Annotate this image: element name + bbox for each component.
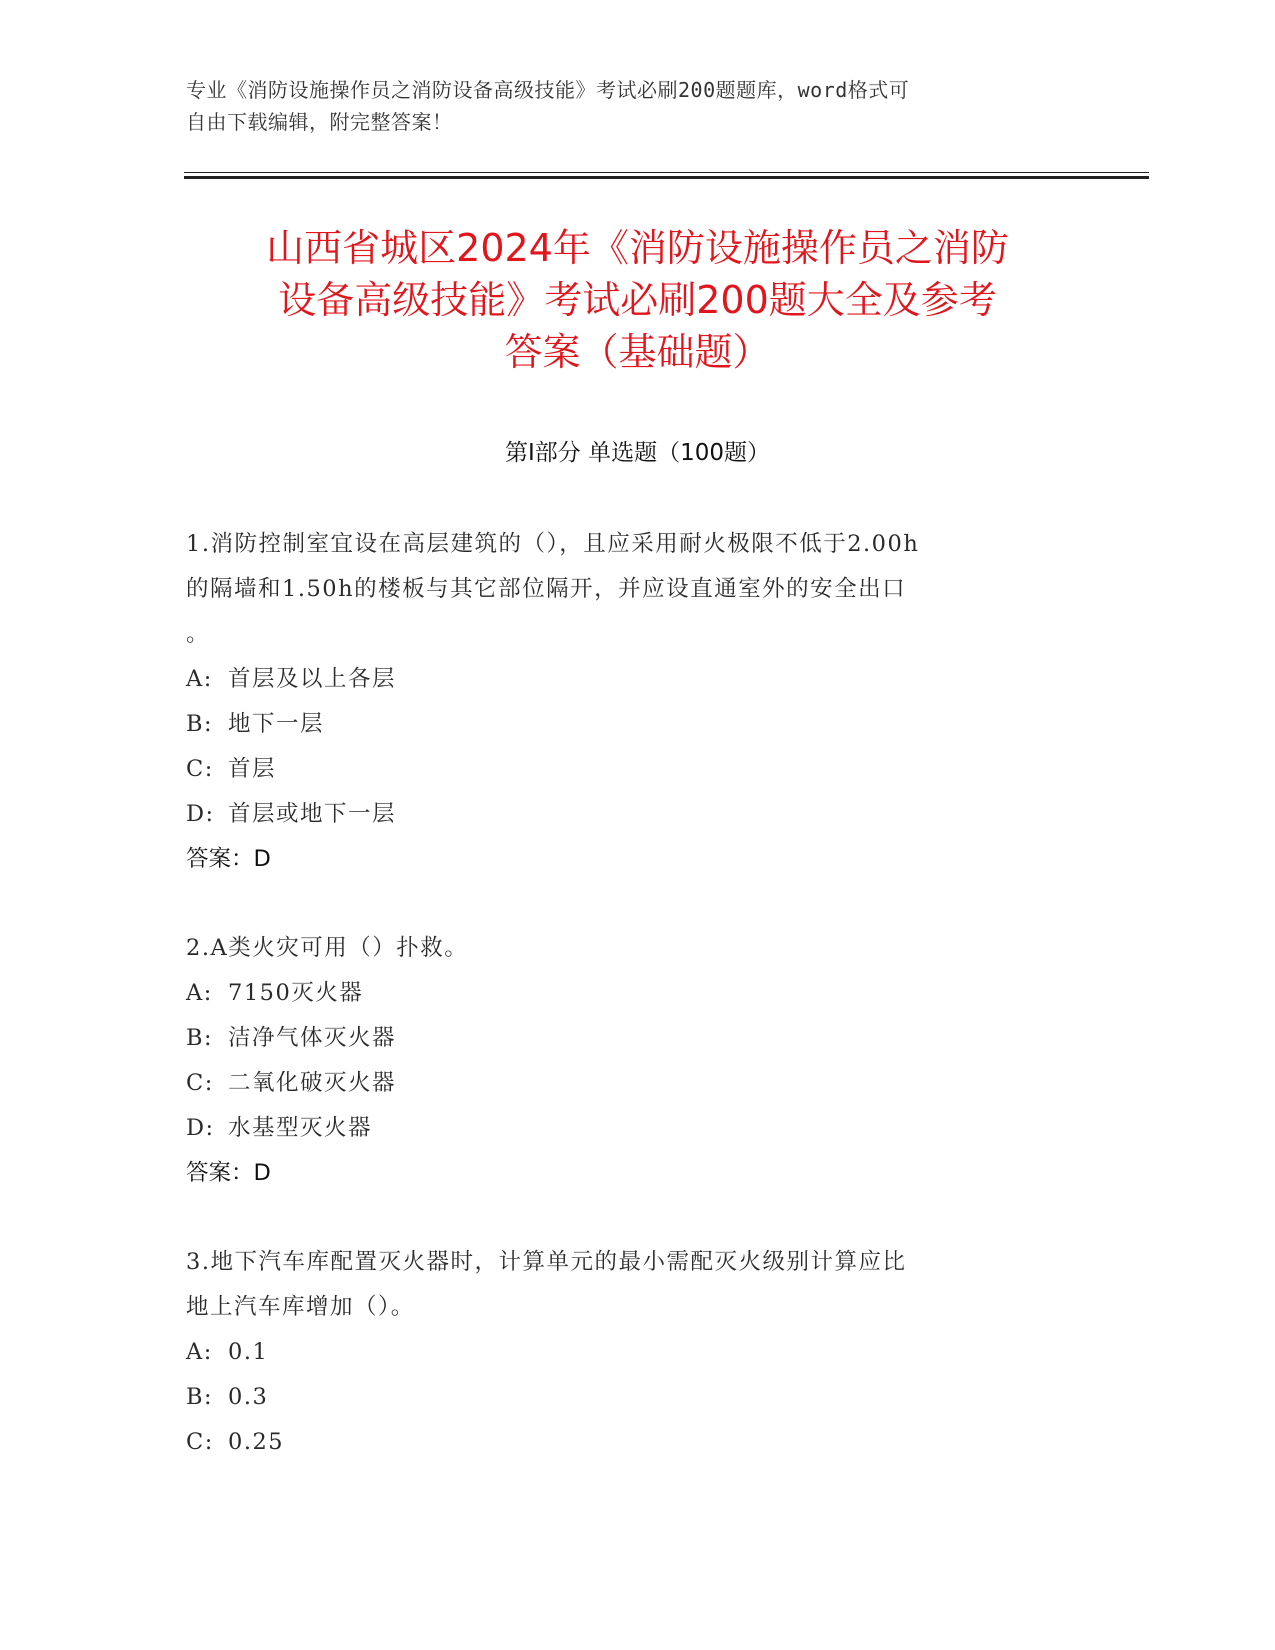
- option-text: 0.3: [228, 1384, 269, 1410]
- document-title: [150, 222, 1125, 378]
- question-stem: [186, 1240, 1086, 1330]
- stem-line: 。: [186, 621, 211, 647]
- option-d: [186, 1106, 1086, 1151]
- option-key: B:: [186, 1025, 214, 1051]
- option-b: [186, 1016, 1086, 1061]
- option-key: A:: [186, 1339, 213, 1365]
- question-stem: [186, 926, 1086, 971]
- option-key: B:: [186, 1384, 214, 1410]
- question-stem: [186, 522, 1086, 657]
- option-c: [186, 1420, 1086, 1465]
- option-a: [186, 657, 1086, 702]
- header-note-line: 专业《消防设施操作员之消防设备高级技能》考试必刷200题题库，word格式可: [186, 78, 910, 102]
- option-key: D:: [186, 801, 215, 827]
- option-text: 二氧化破灭火器: [228, 1070, 397, 1096]
- stem-line: 3.地下汽车库配置灭火器时，计算单元的最小需配灭火级别计算应比: [186, 1249, 907, 1275]
- option-text: 0.25: [228, 1429, 285, 1455]
- question-list: [186, 522, 1086, 1509]
- header-note-line: 自由下载编辑，附完整答案！: [186, 110, 453, 134]
- question-item: [186, 926, 1086, 1196]
- stem-line: 2.A类火灾可用（）扑救。: [186, 935, 469, 961]
- option-c: [186, 747, 1086, 792]
- stem-line: 地上汽车库增加（）。: [186, 1294, 415, 1320]
- stem-line: 1.消防控制室宜设在高层建筑的（），且应采用耐火极限不低于2.00h: [186, 531, 920, 557]
- option-text: 首层或地下一层: [228, 801, 397, 827]
- option-text: 洁净气体灭火器: [228, 1025, 397, 1051]
- option-text: 地下一层: [228, 711, 325, 737]
- option-key: C:: [186, 1070, 214, 1096]
- option-c: [186, 1061, 1086, 1106]
- question-item: [186, 522, 1086, 882]
- option-text: 首层: [228, 756, 277, 782]
- option-d: [186, 792, 1086, 837]
- option-text: 水基型灭火器: [228, 1115, 373, 1141]
- title-line: 设备高级技能》考试必刷200题大全及参考: [278, 278, 997, 322]
- option-key: C:: [186, 1429, 214, 1455]
- header-note: [186, 74, 1066, 138]
- title-line: 答案（基础题）: [504, 330, 771, 374]
- option-b: [186, 702, 1086, 747]
- option-key: B:: [186, 711, 214, 737]
- question-item: [186, 1240, 1086, 1465]
- option-a: [186, 971, 1086, 1016]
- stem-line: 的隔墙和1.50h的楼板与其它部位隔开，并应设直通室外的安全出口: [186, 576, 907, 602]
- option-a: [186, 1330, 1086, 1375]
- option-text: 0.1: [228, 1339, 269, 1365]
- title-line: 山西省城区2024年《消防设施操作员之消防: [266, 226, 1009, 270]
- option-text: 7150灭火器: [228, 980, 364, 1006]
- option-key: A:: [186, 666, 213, 692]
- header-divider-thick: [184, 176, 1149, 179]
- answer-line: 答案：D: [186, 1160, 271, 1186]
- option-key: D:: [186, 1115, 215, 1141]
- option-key: C:: [186, 756, 214, 782]
- option-text: 首层及以上各层: [228, 666, 397, 692]
- answer-line: 答案：D: [186, 846, 271, 872]
- option-key: A:: [186, 980, 213, 1006]
- option-b: [186, 1375, 1086, 1420]
- section-heading: 第Ⅰ部分 单选题（100题）: [505, 440, 770, 466]
- header-divider-thin: [184, 172, 1149, 173]
